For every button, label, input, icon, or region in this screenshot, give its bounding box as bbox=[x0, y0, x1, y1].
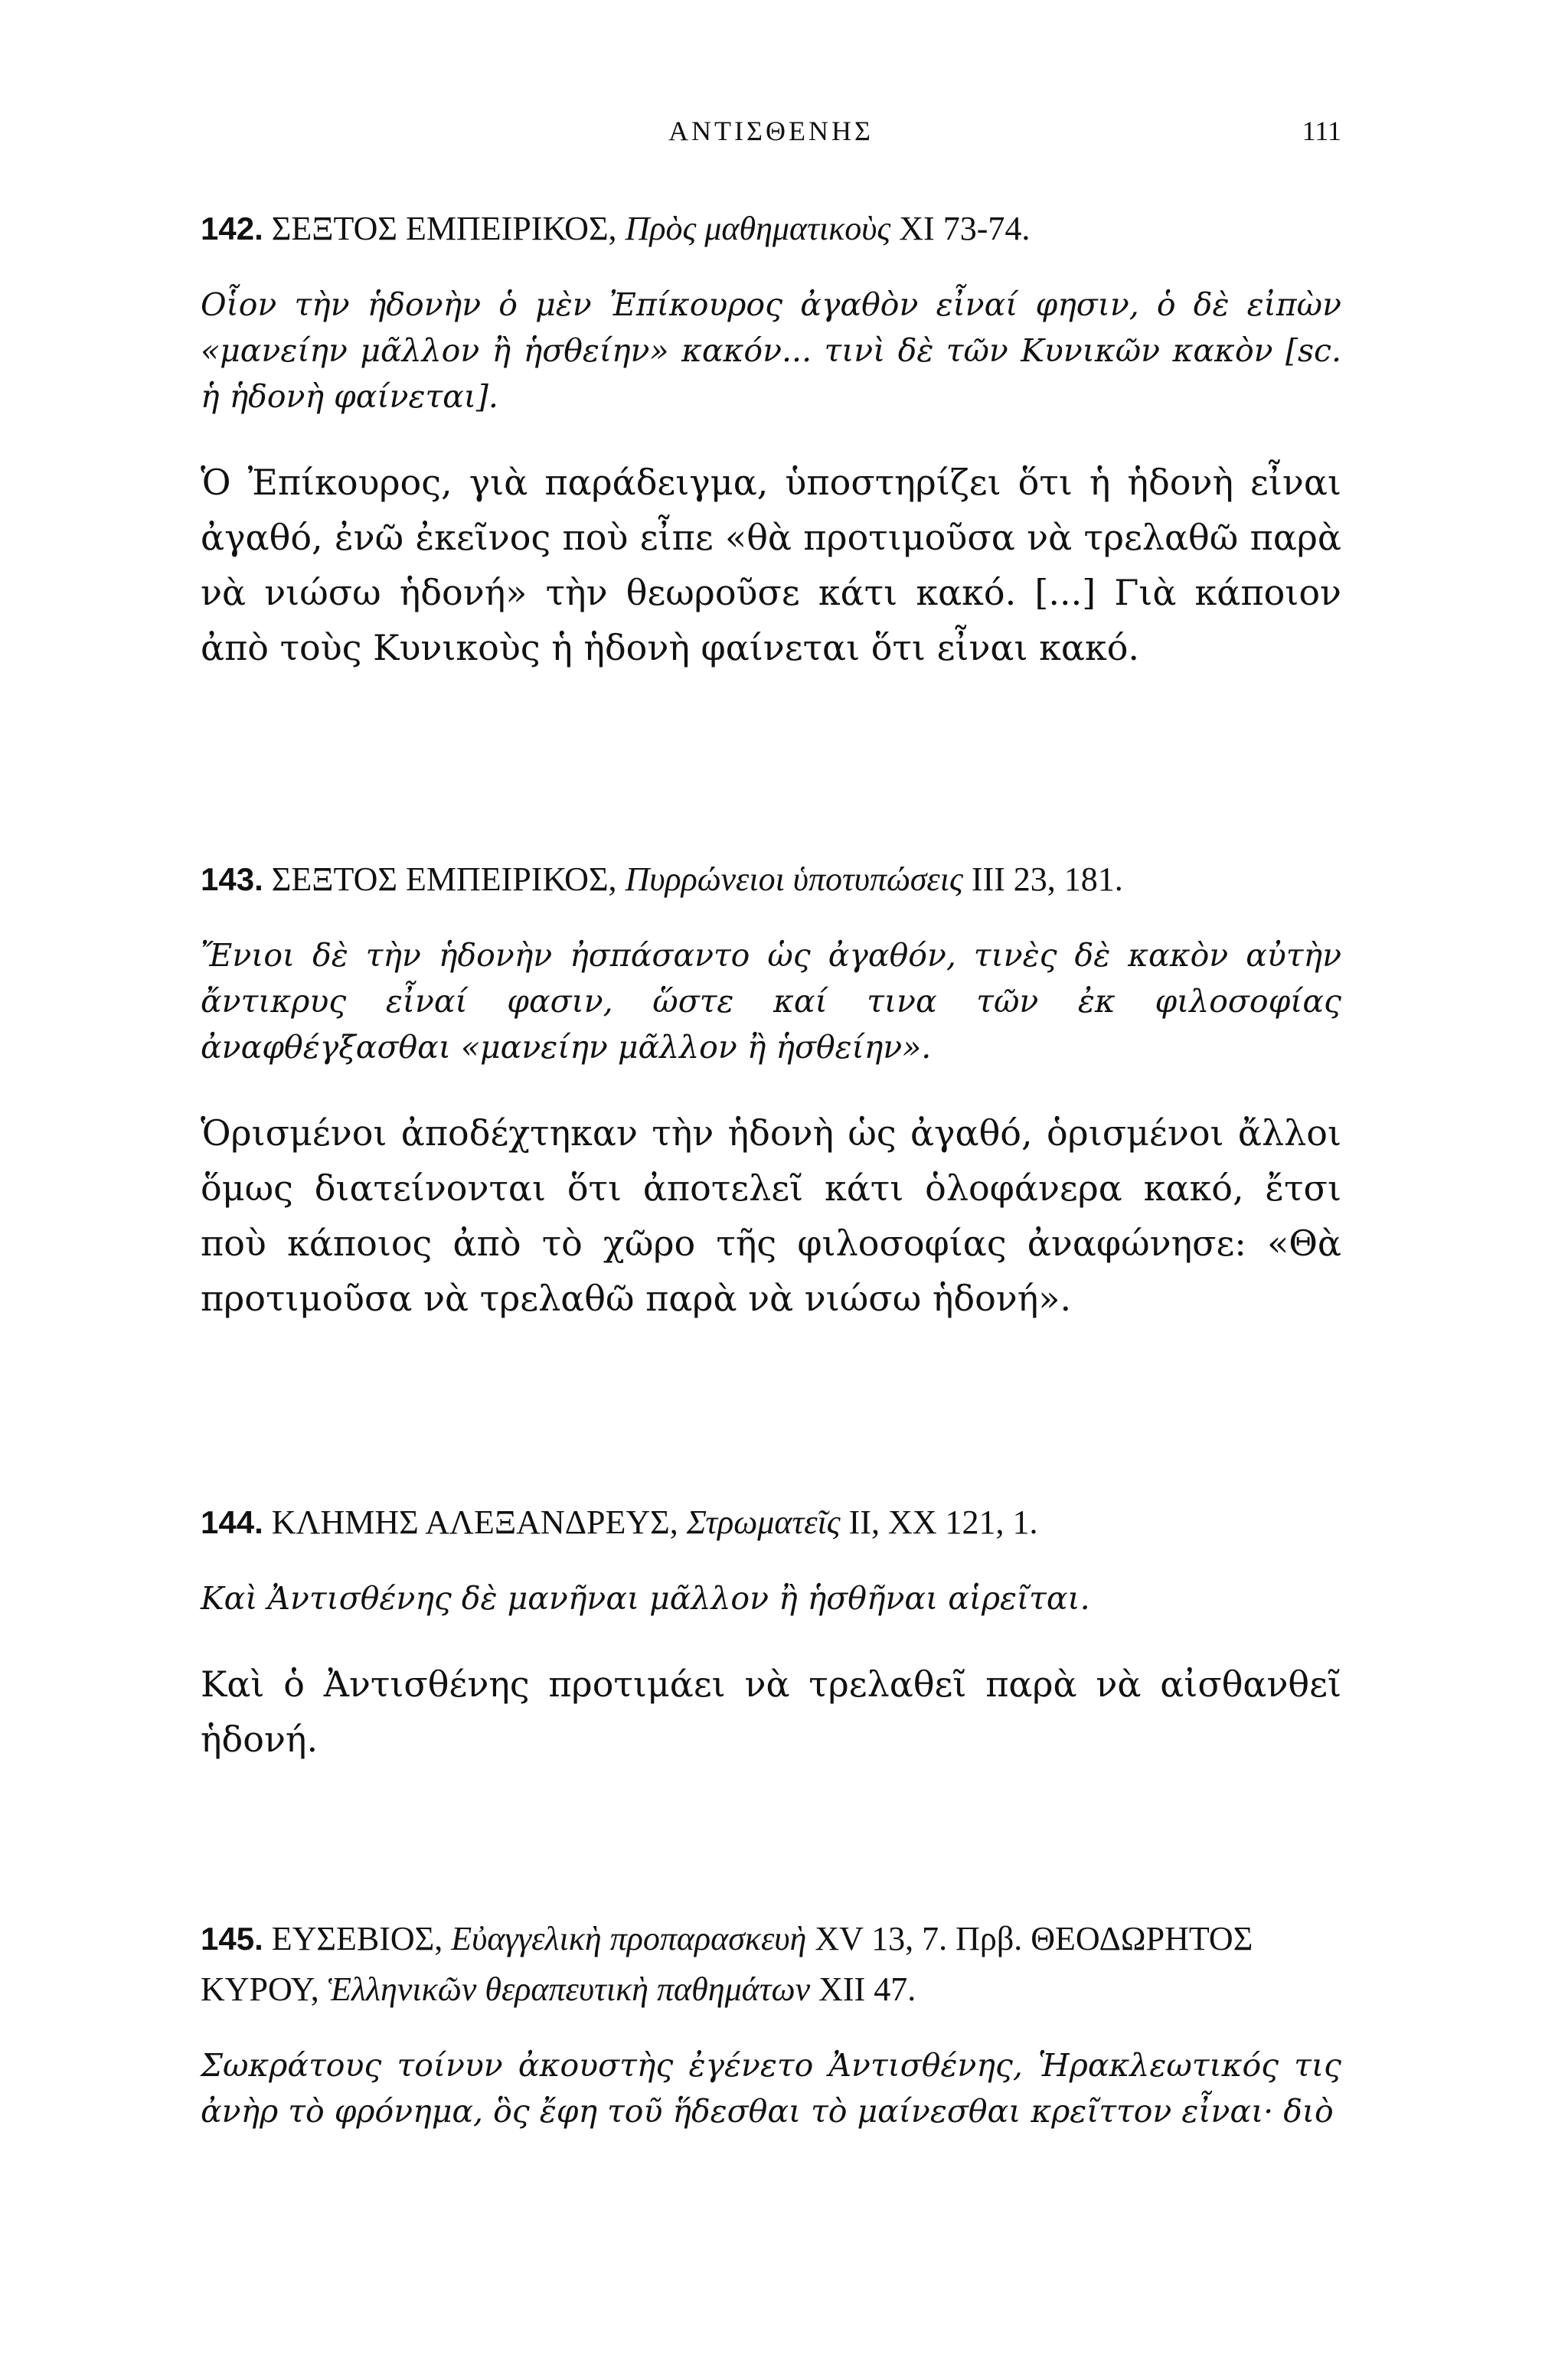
entry-143 bbox=[201, 854, 1341, 1326]
greek-source-text: Καὶ Ἀντισθένης δὲ μανῆναι μᾶλλον ἢ ἡσθῆναι αἱρεῖται. bbox=[201, 1580, 1090, 1617]
translation-text: Ὁ Ἐπίκουρος, γιὰ παράδειγμα, ὑποστηρίζει ὅτι ἡ ἡδονὴ εἶναι ἀγαθό, ἐνῶ ἐκεῖνος ποὺ εἶπε «θὰ προτιμοῦσα νὰ τρελαθῶ παρὰ νὰ νιώσω ἡδονή» τὴν θεωροῦσε κάτι κακό. [...] Γιὰ κάποιον ἀπὸ τοὺς Κυνικοὺς ἡ ἡδονὴ φαίνεται ὅτι εἶναι κακό. bbox=[201, 462, 1341, 668]
entry-number: 143. bbox=[201, 861, 263, 897]
entry-work: Στρωματεῖς bbox=[686, 1503, 841, 1541]
entry-heading bbox=[201, 1497, 1341, 1548]
entry-work-secondary: Ἑλληνικῶν θεραπευτικὴ παθημάτων bbox=[327, 1970, 811, 2008]
translation-text: Καὶ ὁ Ἀντισθένης προτιμάει νὰ τρελαθεῖ παρὰ νὰ αἰσθανθεῖ ἡδονή. bbox=[201, 1663, 1341, 1760]
entry-heading bbox=[201, 204, 1341, 254]
entry-145 bbox=[201, 1914, 1341, 2134]
entry-work: Πυρρώνειοι ὑποτυπώσεις bbox=[625, 860, 963, 898]
entry-142 bbox=[201, 204, 1341, 675]
entry-author: ΚΛΗΜΗΣ ΑΛΕΞΑΝΔΡΕΥΣ, bbox=[271, 1503, 678, 1541]
page-number: 111 bbox=[1302, 116, 1341, 146]
entry-work: Εὐαγγελικὴ προπαρασκευὴ bbox=[451, 1920, 807, 1957]
translation-text: Ὁρισμένοι ἀποδέχτηκαν τὴν ἡδονὴ ὡς ἀγαθό, ὁρισμένοι ἄλλοι ὅμως διατείνονται ὅτι ἀποτελεῖ κάτι ὁλοφάνερα κακό, ἔτσι ποὺ κάποιος ἀπὸ τὸ χῶρο τῆς φιλοσοφίας ἀναφώνησε: «Θὰ προτιμοῦσα νὰ τρελαθῶ παρὰ νὰ νιώσω ἡδονή». bbox=[201, 1112, 1341, 1319]
entry-heading bbox=[201, 1914, 1341, 2015]
greek-source-text: Οἷον τὴν ἡδονὴν ὁ μὲν Ἐπίκουρος ἀγαθὸν εἶναί φησιν, ὁ δὲ εἰπὼν «μανείην μᾶλλον ἢ ἡσθείην» κακόν... τινὶ δὲ τῶν Κυνικῶν κακὸν [sc. ἡ ἡδονὴ φαίνεται]. bbox=[201, 286, 1341, 415]
entry-locus: XV 13, 7. Πρβ. ΘΕΟΔΩΡΗΤΟΣ ΚΥΡΟΥ, bbox=[201, 1920, 1253, 2008]
entry-author: ΣΕΞΤΟΣ ΕΜΠΕΙΡΙΚΟΣ, bbox=[271, 210, 617, 247]
entry-locus: XI 73-74. bbox=[899, 210, 1031, 247]
entry-number: 144. bbox=[201, 1504, 263, 1540]
entry-number: 145. bbox=[201, 1921, 263, 1957]
running-head bbox=[201, 115, 1341, 153]
greek-source-text: Ἔνιοι δὲ τὴν ἡδονὴν ἠσπάσαντο ὡς ἀγαθόν, τινὲς δὲ κακὸν αὐτὴν ἄντικρυς εἶναί φασιν, ὥστε καί τινα τῶν ἐκ φιλοσοφίας ἀναφθέγξασθαι «μανείην μᾶλλον ἢ ἡσθείην». bbox=[201, 937, 1341, 1066]
entry-author: ΣΕΞΤΟΣ ΕΜΠΕΙΡΙΚΟΣ, bbox=[271, 860, 617, 898]
greek-source-text: Σωκράτους τοίνυν ἀκουστὴς ἐγένετο Ἀντισθένης, Ἡρακλεωτικός τις ἀνὴρ τὸ φρόνημα, ὃς ἔφη τοῦ ἥδεσθαι τὸ μαίνεσθαι κρεῖττον εἶναι· διὸ bbox=[201, 2047, 1341, 2130]
entry-locus: II, XX 121, 1. bbox=[848, 1503, 1038, 1541]
entry-author: ΕΥΣΕΒΙΟΣ, bbox=[271, 1920, 443, 1957]
entry-heading bbox=[201, 854, 1341, 905]
running-title: ΑΝΤΙΣΘΕΝΗΣ bbox=[668, 116, 874, 146]
entry-work: Πρὸς μαθηματικοὺς bbox=[625, 210, 891, 247]
entry-locus: III 23, 181. bbox=[971, 860, 1123, 898]
entry-locus-secondary: XII 47. bbox=[818, 1970, 916, 2008]
entry-144 bbox=[201, 1497, 1341, 1767]
entry-number: 142. bbox=[201, 211, 263, 246]
